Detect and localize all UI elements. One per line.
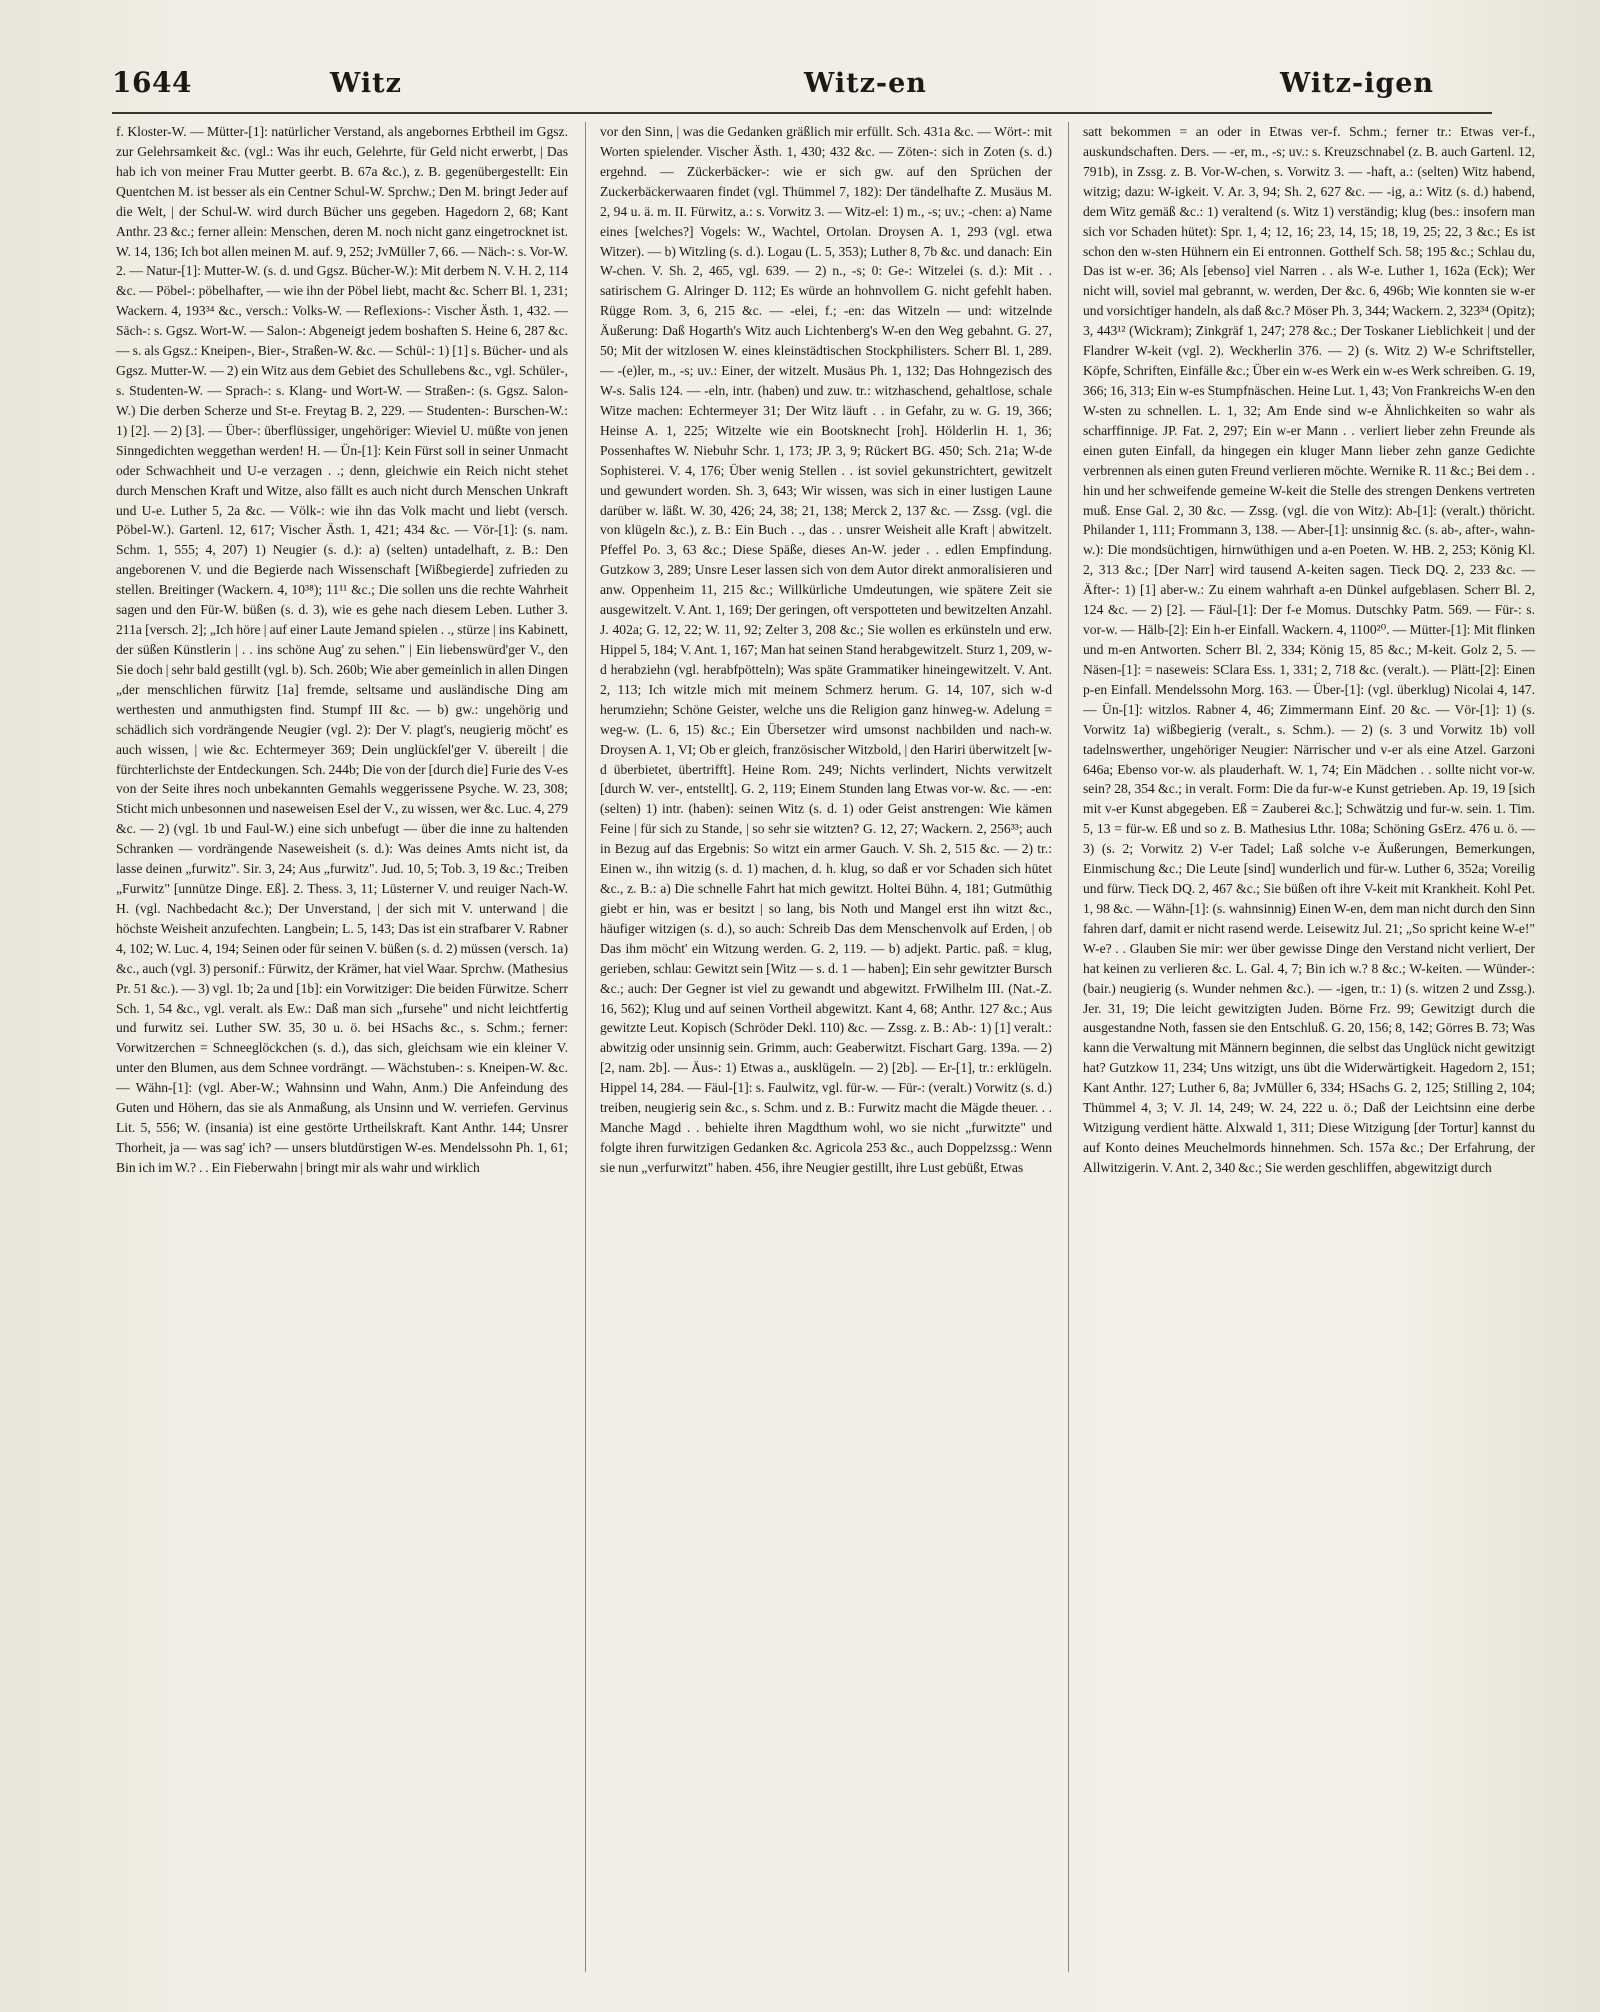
- running-headword-center: Witz-en: [804, 68, 927, 99]
- page-header: [112, 66, 1492, 110]
- column-center-text: vor den Sinn, | was die Gedanken gräßlich mir erfüllt. Sch. 431a &c. — Wört-: mit Worten spielender. Vischer Ästh. 1, 430; 432 &c. — Zöten-: sich in Zoten (s. d.) ergehnd. — Zückerbäcker-: wie er sich gw. auf den Sprüchen der Zuckerbäckerwaaren findet (vgl. Thümmel 7, 182): Der tändelhafte Z. Musäus M. 2, 94 u. ä. m. II. Fürwitz, a.: s. Vorwitz 3. — Witz-el: 1) m., -s; uv.; -chen: a) Name eines [welches?] Vogels: W., Wachtel, Ortolan. Droysen A. 1, 293 (vgl. etwa Witzer). — b) Witzling (s. d.). Logau (L. 5, 353); Luther 8, 7b &c. und danach: Ein W-chen. V. Sh. 2, 465, vgl. 639. — 2) n., -s; 0: Ge-: Witzelei (s. d.): Mit . . satirischem G. Alringer D. 112; Es würde an hohnvollem G. nicht gefehlt haben. Rügge Rom. 3, 6, 215 &c. — -elei, f.; -en: das Witzeln — und: witzelnde Äußerung: Daß Hogarth's Witz auch Lichtenberg's W-en den Weg gebahnt. G. 27, 50; Mit der witzlosen W. eines kleinstädtischen Stockphilisters. Scherr Bl. 1, 289. — -(e)ler, m., -s; uv.: Einer, der witzelt. Musäus Ph. 1, 132; Das Hohngezisch des W-s. Salis 124. — -eln, intr. (haben) und zuw. tr.: witzhaschend, gehaltlose, schale Witze machen: Echtermeyer 31; Der Witz läuft . . in Gefahr, zu w. G. 19, 366; Heinse A. 1, 225; Witzelte wie ein Bootsknecht [roh]. Hölderlin H. 1, 36; Possenhaftes W. Niebuhr Schr. 1, 173; JP. 3, 9; Rückert BG. 450; Sch. 21a; W-de Sophisterei. V. 4, 176; Über wenig Stellen . . ist soviel gekunstrichtert, gewitzelt und gewundert worden. Sh. 3, 643; Wir wissen, was sich in einer lustigen Laune darüber w. läßt. W. 30, 426; 24, 38; 21, 138; Merck 2, 137 &c. — Zssg. (vgl. die von klügeln &c.), z. B.: Ein Buch . ., das . . unsrer Weisheit alle Kraft | abwitzelt. Pfeffel Po. 3, 63 &c.; Diese Späße, dieses An-W. jeder . . edlen Empfindung. Gutzkow 3, 289; Unsre Leser lassen sich von dem Autor direkt anmoralisieren und anw. Oppenheim 11, 215 &c.; Willkürliche Umdeutungen, wie spätere Zeit sie ausgewitzelt. V. Ant. 1, 169; Der geringen, oft verspotteten und bewitzelten Anzahl. J. 402a; G. 12, 22; W. 11, 92; Zelter 3, 208 &c.; Sie wollen es erkünsteln und erw. Hippel 5, 184; V. Ant. 1, 167; Man hat seinen Stand herabgewitzelt. Sturz 1, 209, w-d herabziehn (vgl. herabfpötteln); Was späte Grammatiker hineingewitzelt. V. Ant. 2, 113; Ich witzle mich mit meinem Schmerz herum. G. 14, 107, sich w-d herumziehn; Schöne Geister, welche uns die Religion ganz hinweg-w. Adelung = weg-w. (L. 6, 15) &c.; Ein Übersetzer wird umsonst nachbilden und nach-w. Droysen A. 1, VI; Ob er gleich, französischer Witzbold, | den Hariri überwitzelt [w-d überbietet, übertrifft]. Heine Rom. 249; Nichts verlindert, Nichts verwitzelt [durch W. ver-, entstellt]. G. 2, 119; Einem Stunden lang Etwas vor-w. &c. — -en: (selten) 1) intr. (haben): seinen Witz (s. d. 1) oder Geist anstrengen: Wie kämen Feine | für sich zu Stande, | so sehr sie witzten? G. 12, 27; Wackern. 2, 256³³; auch in Bezug auf das Ergebnis: So witzt ein armer Gauch. V. Sh. 2, 515 &c. — 2) tr.: Einen w., ihn witzig (s. d. 1) machen, d. h. klug, so daß er vor Schaden sich hütet &c., z. B.: a) Die schnelle Fahrt hat mich gewitzt. Holtei Bühn. 4, 181; Gutmüthig giebt er hin, was er besitzt | so lang, bis Noth und Mangel erst ihn witzt &c., häufiger witzigen (s. d.), so auch: Schreib Das dem Menschenvolk auf Erden, | ob Das ihm möcht' ein Witzung werden. G. 2, 119. — b) adjekt. Partic. paß. = klug, gerieben, schlau: Gewitzt sein [Witz — s. d. 1 — haben]; Ein sehr gewitzter Bursch &c.; auch: Der Gegner ist viel zu gewandt und abgewitzt. FrWilhelm III. (Nat.-Z. 16, 562); Klug und auf seinen Vortheil abgewitzt. Kant 4, 68; Anthr. 127 &c.; Aus gewitzte Leut. Kopisch (Schröder Dekl. 110) &c. — Zssg. z. B.: Ab-: 1) [1] veralt.: abwitzig oder unsinnig sein. Grimm, auch: Geaberwitzt. Fischart Garg. 139a. — 2) [2, nam. 2b]. — Äus-: 1) Etwas a., ausklügeln. — 2) [2b]. — Er-[1], tr.: erklügeln. Hippel 14, 284. — Fäul-[1]: s. Faulwitz, vgl. für-w. — Für-: (veralt.) Vorwitz (s. d.) treiben, neugierig sein &c., s. Schm. und z. B.: Furwitz macht die Mägde theuer. . . Manche Magd . . behielte ihren Magdthum wohl, wo sie nicht „furwitzte" und folgte ihren furwitzigen Gedanken &c. Agricola 253 &c., auch Doppelzssg.: Wenn sie nun „verfurwitzt" haben. 456, ihre Neugier gestillt, ihre Lust gebüßt, Etwas: [600, 124, 1052, 1175]
- column-right-text: satt bekommen = an oder in Etwas ver-f. Schm.; ferner tr.: Etwas ver-f., auskundschaften. Ders. — -er, m., -s; uv.: s. Kreuzschnabel (z. B. auch Gartenl. 12, 791b), in Zssg. z. B. Vor-W-chen, s. Vorwitz 3. — -haft, a.: (selten) Witz habend, witzig; dazu: W-igkeit. V. Ar. 3, 94; Sh. 2, 627 &c. — -ig, a.: Witz (s. d.) habend, dem Witz gemäß &c.: 1) veraltend (s. Witz 1) verständig; klug (bes.: insofern man sich vor Schaden hütet): Spr. 1, 4; 12, 16; 23, 14, 15; 18, 19, 25; 22, 3 &c.; Es ist schon den w-sten Hühnern ein Ei entronnen. Gotthelf Sch. 58; 195 &c.; Schlau du, Das ist w-er. 36; Als [ebenso] viel Narren . . als W-e. Luther 1, 162a (Eck); Wer nicht will, soviel mal gebrannt, w. werden, Der &c. 6, 496b; Wie konnten sie w-er und vorsichtiger handeln, als daß &c.? Möser Ph. 3, 344; Wackern. 2, 323³⁴ (Opitz); 3, 443¹² (Wickram); Zinkgräf 1, 247; 278 &c.; Der Toskaner Lieblichkeit | und der Flandrer W-keit (vgl. 2). Weckherlin 376. — 2) (s. Witz 2) W-e Schriftsteller, Köpfe, Schriften, Einfälle &c.; Über ein w-es Werk ein w-es Werk schreiben. G. 19, 366; 16, 313; Ein w-es Stumpfnäschen. Heine Lut. 1, 43; Von Frankreichs W-en den W-sten zu schnellen. L. 1, 32; Am Ende sind w-e Ähnlichkeiten so wahr als scharffinnige. JP. Fat. 2, 297; Ein w-er Mann . . verliert lieber zehn Freunde als einen guten Einfall, da hingegen ein kluger Mann lieber zehn ganze Gedichte verbrennen als einen guten Freund verlieren möchte. Wernike R. 11 &c.; Bei dem . . hin und her schweifende gemeine W-keit die Stelle des strengen Denkens vertreten muß. Ense Gal. 2, 30 &c. — Zssg. (vgl. die von Witz): Ab-[1]: (veralt.) thöricht. Philander 1, 111; Frommann 3, 138. — Aber-[1]: unsinnig &c. (s. ab-, after-, wahn-w.): Die mondsüchtigen, hirnwüthigen und a-en Poeten. W. HB. 2, 253; König Kl. 2, 313 &c.; [Der Narr] wird tausend A-keiten sagen. Tieck DQ. 2, 233 &c. — Äfter-: 1) [1] aber-w.: Zu einem wahrhaft a-en Dünkel aufgeblasen. Scherr Bl. 2, 124 &c. — 2) [2]. — Fäul-[1]: Der f-e Momus. Dutschky Patm. 569. — Für-: s. vor-w. — Hälb-[2]: Ein h-er Einfall. Wackern. 4, 1100²⁰. — Mütter-[1]: Mit flinken und m-en Antworten. Scherr Bl. 2, 334; König 15, 85 &c.; M-keit. Golz 2, 5. — Näsen-[1]: = naseweis: SClara Ess. 1, 331; 2, 718 &c. (veralt.). — Plätt-[2]: Einen p-en Einfall. Mendelssohn Morg. 163. — Über-[1]: (vgl. überklug) Nicolai 4, 147. — Ün-[1]: witzlos. Rabner 4, 46; Zimmermann Einf. 20 &c. — Vör-[1]: 1) (s. Vorwitz 1a) wißbegierig (veralt., s. Schm.). — 2) (s. 3 und Vorwitz 1b) voll tadelnswerther, ungehöriger Neugier: Närrischer und v-er als eine Atzel. Garzoni 646a; Ebenso vor-w. als plauderhaft. W. 1, 74; Ein Mädchen . . sollte nicht vor-w. sein? 28, 354 &c.; in veralt. Form: Die da fur-w-e Kunst getrieben. Ap. 19, 19 [sich mit v-er Kunst abgegeben. Eß = Zauberei &c.]; Schwätzig und fur-w. sein. 1. Tim. 5, 13 = für-w. Eß und so z. B. Mathesius Lthr. 108a; Schöning GsErz. 476 u. ö. — 3) (s. 2; Vorwitz 2) V-er Tadel; Laß solche v-e Äußerungen, Bemerkungen, Einmischung &c.; Die Leute [sind] wunderlich und für-w. Luther 6, 352a; Voreilig und fürw. Tieck DQ. 2, 467 &c.; Sie büßen oft ihre V-keit mit Krankheit. Kohl Pet. 1, 98 &c. — Wähn-[1]: (s. wahnsinnig) Einen W-en, dem man nicht durch den Sinn fahren darf, damit er nicht rasend werde. Leisewitz Jul. 21; „So spricht keine W-e!" W-e? . . Glauben Sie mir: wer über gewisse Dinge den Verstand nicht verliert, Der hat keinen zu verlieren &c. L. Gal. 4, 7; Bin ich w.? 8 &c.; W-keiten. — Wünder-: (bair.) neugierig (s. Wunder nehmen &c.). — -igen, tr.: 1) (s. witzen 2 und Zssg.). Jer. 31, 19; Die leicht gewitzigten Juden. Börne Frz. 99; Gewitzigt durch die ausgestandne Noth, fassen sie den Entschluß. G. 20, 156; 8, 142; Görres B. 73; Was kann die Verwaltung mit Männern beginnen, die selbst das Unglück nicht gewitzigt hat? Gutzkow 11, 234; Uns witzigt, uns übt die Widerwärtigkeit. Hagedorn 2, 151; Kant Anthr. 127; Luther 6, 8a; JvMüller 6, 334; HSachs G. 2, 125; Stilling 2, 104; Thümmel 4, 3; V. Jl. 14, 249; W. 24, 222 u. ö.; Daß der Leichtsinn eine derbe Witzigung verdient hätte. Alxwald 1, 311; Diese Witzigung [der Tortur] kannst du auf Konto deines Meuchelmords hinnehmen. Sch. 157a &c.; Der Erfahrung, der Allwitzigerin. V. Ant. 2, 340 &c.; Sie werden geschliffen, abgewitzigt durch: [1083, 124, 1535, 1175]
- column-left-text: f. Kloster-W. — Mütter-[1]: natürlicher Verstand, als angebornes Erbtheil im Ggsz. zur Gelehrsamkeit &c. (vgl.: Was ihr euch, Gelehrte, für Geld nicht erwerbt, | Das hab ich von meiner Frau Mutter geerbt. B. 67a &c.), z. B. gegenübergestellt: Ein Quentchen M. ist besser als ein Centner Schul-W. Sprchw.; Den M. bringt Jeder auf die Welt, | der Schul-W. wird durch Bücher uns gegeben. Hagedorn 2, 68; Kant Anthr. 23 &c.; ferner allein: Menschen, deren M. noch nicht ganz eingetrocknet ist. W. 14, 136; Ich bot allen meinen M. auf. 9, 252; JvMüller 7, 66. — Näch-: s. Vor-W. 2. — Natur-[1]: Mutter-W. (s. d. und Ggsz. Bücher-W.): Mit derbem N. V. H. 2, 114 &c. — Pöbel-: pöbelhafter, — wie ihn der Pöbel liebt, macht &c. Scherr Bl. 1, 231; Wackern. 4, 193³⁴ &c., versch.: Volks-W. — Reflexions-: Vischer Ästh. 1, 432. — Säch-: s. Ggsz. Wort-W. — Salon-: Abgeneigt jedem boshaften S. Heine 6, 287 &c. — s. als Ggsz.: Kneipen-, Bier-, Straßen-W. &c. — Schül-: 1) [1] s. Bücher- und als Ggsz. Mutter-W. — 2) ein Witz aus dem Gebiet des Schullebens &c., vgl. Schüler-, s. Studenten-W. — Sprach-: s. Klang- und Wort-W. — Straßen-: (s. Ggsz. Salon-W.) Die derben Scherze und St-e. Freytag B. 2, 229. — Studenten-: Burschen-W.: 1) [2]. — 2) [3]. — Über-: überflüssiger, ungehöriger: Wieviel U. müßte von jenen Sinngedichten weggethan werden! H. — Ün-[1]: Kein Fürst soll in seiner Unmacht oder Schwachheit und U-e verzagen . .; denn, gleichwie ein Reich nicht stehet durch Menschen Kraft und Witze, also fällt es auch nicht durch Menschen Unkraft und U-e. Luther 5, 2a &c. — Völk-: wie ihn das Volk macht und liebt (versch. Pöbel-W.). Gartenl. 12, 617; Vischer Ästh. 1, 421; 434 &c. — Vör-[1]: (s. nam. Schm. 1, 555; 4, 207) 1) Neugier (s. d.): a) (selten) untadelhaft, z. B.: Den angeborenen V. und die Begierde nach Wissenschaft [Wißbegierde] zufrieden zu stellen. Breitinger (Wackern. 4, 10³⁸); 11¹¹ &c.; Die sollen uns die rechte Wahrheit sagen und den Für-W. büßen (s. d. 3), wie es gehe nach diesem Leben. Luther 3. 211a [versch. 2]; „Ich höre | auf einer Laute Jemand spielen . ., stürze | ins Kabinett, der süßen Künstlerin | . . ins schöne Aug' zu sehen." | Ein liebenswürd'ger V., den Sie doch | sehr bald gestillt (vgl. b). Sch. 260b; Wie aber gemeinlich in allen Dingen „der menschlichen fürwitz [1a] fremde, seltsame und ausländische Ding am werthesten und anmuthigsten find. Stumpf III &c. — b) gw.: ungehörig und schädlich sich vordrängende Neugier (vgl. 2): Der V. plagt's, neugierig möcht' es auch wissen, | wie &c. Echtermeyer 369; Dein unglückſel'ger V. übereilt | die fürchterlichste der Entdeckungen. Sch. 244b; Die von der [durch die] Furie des V-es von der Seite ihres noch unbekannten Gemahls weggerissene Psyche. W. 23, 308; Sticht mich unbesonnen und naseweisen Esel der V., zu wissen, wer &c. Luc. 4, 279 &c. — 2) (vgl. 1b und Faul-W.) eine sich unbefugt — über die inne zu haltenden Schranken — vordrängende Naseweisheit (s. d.): Was deines Amts nicht ist, da lasse deinen „furwitz". Sir. 3, 24; Aus „furwitz". Jud. 10, 5; Tob. 3, 19 &c.; Treiben „Furwitz" [unnütze Dinge. Eß]. 2. Thess. 3, 11; Lüsterner V. und reuiger Nach-W. H. (vgl. Nachbedacht &c.); Der Unverstand, | der sich mit V. unterwand | die höchste Weisheit anzufechten. Langbein; L. 5, 143; Das ist ein strafbarer V. Rabner 4, 102; W. Luc. 4, 194; Seinen oder für seinen V. büßen (s. d. 2) müssen (versch. 1a) &c., auch (vgl. 3) personif.: Fürwitz, der Krämer, hat viel Waar. Sprchw. (Mathesius Pr. 51 &c.). — 3) vgl. 1b; 2a und [1b]: ein Vorwitziger: Die beiden Fürwitze. Scherr Sch. 1, 54 &c., vgl. veralt. als Ew.: Daß man sich „fursehe" und nicht leichtfertig und furwitz sei. Luther SW. 35, 30 u. ö. bei HSachs &c., s. Schm.; ferner: Vorwitzerchen = Schneeglöckchen (s. d.), das sich, gleichsam wie ein kleiner V. unter den Blumen, aus dem Schnee vordrängt. — Wächstuben-: s. Kneipen-W. &c. — Wähn-[1]: (vgl. Aber-W.; Wahnsinn und Wahn, Anm.) Die Anfeindung des Guten und Höhern, das sie als Anmaßung, als Unsinn und W. verriefen. Gervinus Lit. 5, 556; W. (insania) ist eine gestörte Urtheilskraft. Kant Anthr. 144; Unsrer Thorheit, ja — was sag' ich? — unsers blutdürstigen W-es. Mendelssohn Ph. 1, 61; Bin ich im W.? . . Ein Fieberwahn | bringt mir als wahr und wirklich: [116, 124, 568, 1175]
- text-column-left: [116, 122, 568, 1982]
- header-rule: [112, 112, 1492, 114]
- text-column-right: [1083, 122, 1535, 1982]
- column-divider-1: [585, 122, 586, 1972]
- running-headword-left: Witz: [330, 68, 402, 99]
- text-column-center: [600, 122, 1052, 1982]
- column-divider-2: [1068, 122, 1069, 1972]
- running-headword-right: Witz-igen: [1280, 68, 1435, 99]
- page-number: 1644: [112, 66, 192, 99]
